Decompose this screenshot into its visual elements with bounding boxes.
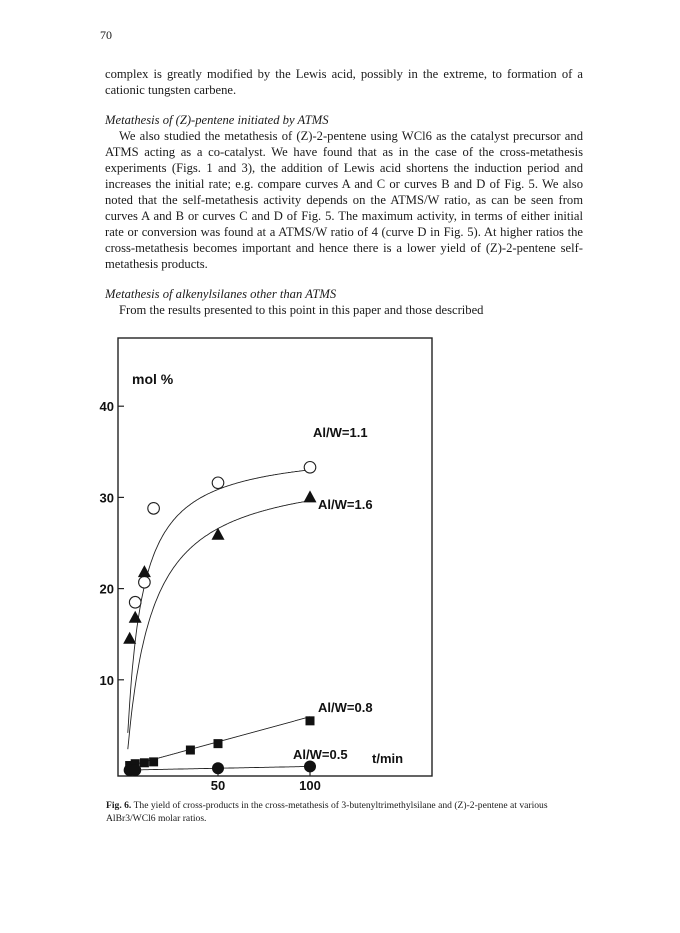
series-label-al-w-0-8: Al/W=0.8 [318, 700, 373, 715]
data-point-al-w-1-1 [129, 596, 141, 608]
data-point-al-w-0-8 [149, 757, 158, 766]
data-point-al-w-1-1 [304, 462, 316, 474]
data-point-al-w-0-8 [186, 746, 195, 755]
y-axis-label: mol % [132, 371, 174, 387]
data-point-al-w-0-8 [214, 739, 223, 748]
data-point-al-w-1-1 [139, 576, 151, 588]
paragraph-pentene: We also studied the metathesis of (Z)-2-pentene using WCl6 as the catalyst precursor and ATMS acting as a co-catalyst. We have found that as in the case of the cross-metathesis experiments (Figs. 1 and 3), the addition of Lewis acid shortens the induction period and increases the initial rate; e.g. compare curves A and C or curves B and D of Fig. 5. We also noted that the self-metathesis activity depends on the ATMS/W ratio, as can be seen from curves A and B or curves C and D of Fig. 5. The maximum activity, in terms of either initial rate or conversion was found at a ATMS/W ratio of 4 (curve D in Fig. 5). At higher ratios the cross-metathesis becomes important and hence there is a lower yield of (Z)-2-pentene self-metathesis products. [105, 129, 583, 271]
section-heading-pentene: Metathesis of (Z)-pentene initiated by ATMS [105, 113, 329, 127]
data-point-al-w-0-8 [306, 716, 315, 725]
y-tick-label: 30 [99, 490, 114, 506]
data-point-al-w-1-1 [212, 477, 224, 489]
section-heading-alkenylsilanes: Metathesis of alkenylsilanes other than ATMS [105, 287, 337, 301]
data-point-al-w-1-1 [148, 503, 160, 515]
figure-caption [106, 799, 584, 825]
data-point-al-w-0-8 [140, 758, 149, 767]
plot-frame [118, 338, 432, 776]
y-tick-label: 10 [99, 672, 114, 688]
series-label-al-w-0-5: Al/W=0.5 [293, 747, 348, 762]
paragraph-continuation: complex is greatly modified by the Lewis acid, possibly in the extreme, to formation of a cationic tungsten carbene. [105, 67, 583, 97]
page-number: 70 [100, 28, 112, 42]
y-tick-label: 20 [99, 581, 114, 597]
data-point-al-w-1-6 [129, 611, 142, 623]
data-point-al-w-0-5 [129, 764, 141, 776]
data-point-al-w-0-5 [304, 760, 316, 772]
data-point-al-w-0-5 [212, 762, 224, 774]
data-point-al-w-1-6 [212, 528, 225, 540]
x-axis-label: t/min [372, 751, 404, 766]
series-label-al-w-1-6: Al/W=1.6 [318, 497, 373, 512]
caption-text: The yield of cross-products in the cross-metathesis of 3-butenyltrimethylsilane and (Z)-2-pentene at various AlBr3/WCl6 molar ratios. [106, 800, 548, 824]
x-tick-label: 50 [210, 778, 226, 793]
x-tick-label: 100 [299, 778, 321, 793]
series-label-al-w-1-1: Al/W=1.1 [313, 425, 368, 440]
data-point-al-w-1-6 [123, 632, 136, 644]
data-point-al-w-1-6 [304, 490, 317, 502]
data-point-al-w-1-6 [138, 565, 151, 577]
paragraph-alkenylsilanes: From the results presented to this point in this paper and those described [119, 303, 484, 317]
caption-label: Fig. 6. [106, 800, 132, 811]
y-tick-label: 40 [99, 399, 114, 415]
